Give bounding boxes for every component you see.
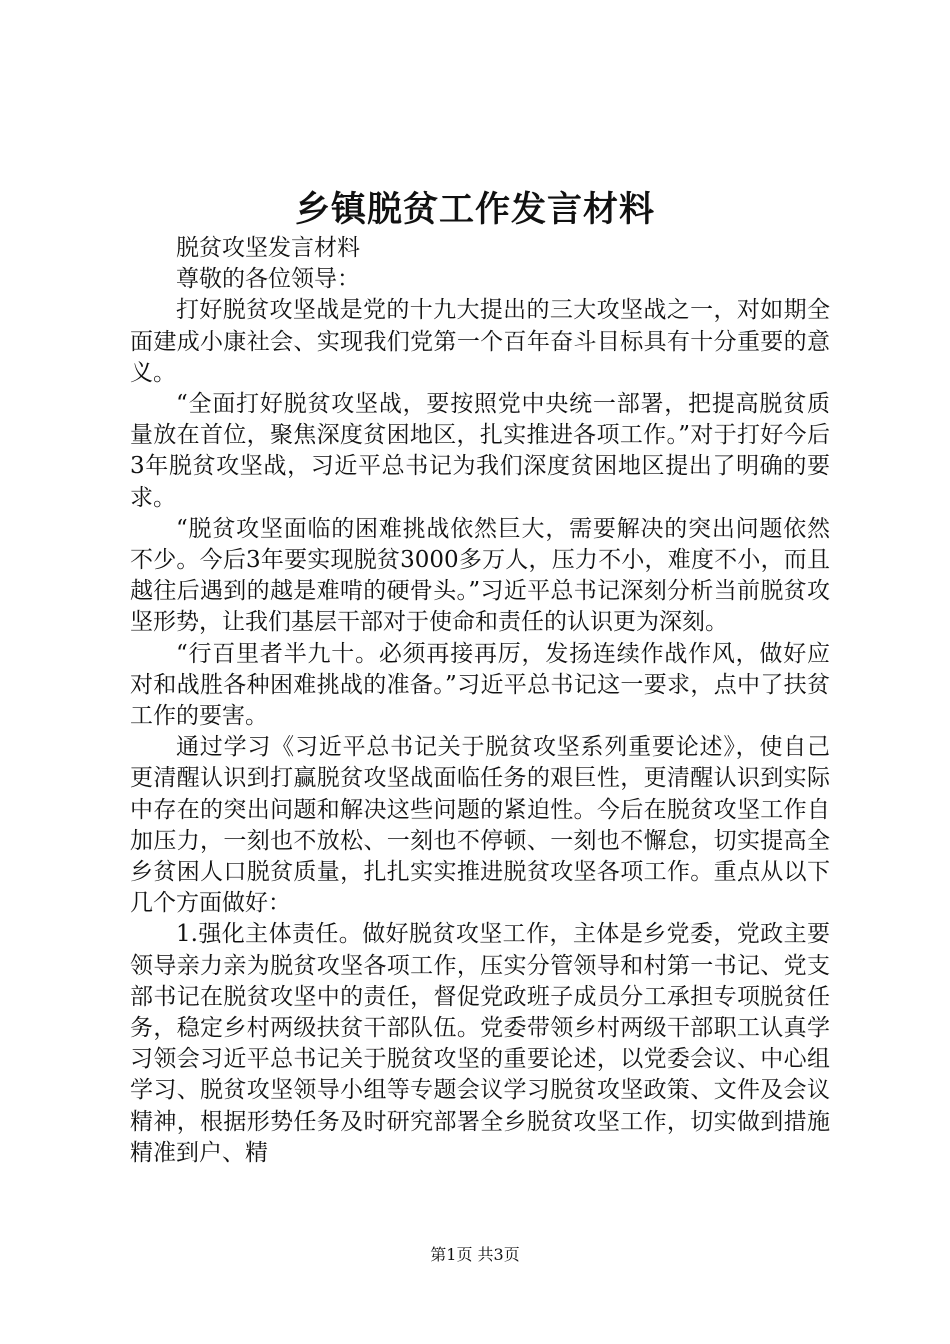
page-footer: 第1页 共3页: [430, 1245, 520, 1264]
document-body: [130, 233, 830, 1169]
paragraph: 通过学习《习近平总书记关于脱贫攻坚系列重要论述》，使自己更清醒认识到打赢脱贫攻坚战面临任务的艰巨性，更清醒认识到实际中存在的突出问题和解决这些问题的紧迫性。今后在脱贫攻坚工作自加压力，一刻也不放松、一刻也不停顿、一刻也不懈怠，切实提高全乡贫困人口脱贫质量，扎扎实实推进脱贫攻坚各项工作。重点从以下几个方面做好：: [130, 734, 830, 917]
paragraph: “全面打好脱贫攻坚战，要按照党中央统一部署，把提高脱贫质量放在首位，聚焦深度贫困地区，扎实推进各项工作。”对于打好今后3年脱贫攻坚战，习近平总书记为我们深度贫困地区提出了明确的要求。: [130, 391, 830, 511]
paragraph: “行百里者半九十。必须再接再厉，发扬连续作战作风，做好应对和战胜各种困难挑战的准备。”习近平总书记这一要求，点中了扶贫工作的要害。: [130, 640, 830, 730]
document-title: 乡镇脱贫工作发言材料: [294, 189, 655, 230]
paragraph: 打好脱贫攻坚战是党的十九大提出的三大攻坚战之一，对如期全面建成小康社会、实现我们党第一个百年奋斗目标具有十分重要的意义。: [130, 297, 830, 386]
paragraph: “脱贫攻坚面临的困难挑战依然巨大，需要解决的突出问题依然不少。今后3年要实现脱贫3000多万人，压力不小，难度不小，而且越往后遇到的越是难啃的硬骨头。”习近平总书记深刻分析当前脱贫攻坚形势，让我们基层干部对于使命和责任的认识更为深刻。: [130, 515, 830, 636]
paragraph: 尊敬的各位领导：: [176, 266, 360, 293]
paragraph: 脱贫攻坚发言材料: [176, 235, 360, 261]
paragraph: 1.强化主体责任。做好脱贫攻坚工作，主体是乡党委，党政主要领导亲力亲为脱贫攻坚各项工作，压实分管领导和村第一书记、党支部书记在脱贫攻坚中的责任，督促党政班子成员分工承担专项脱贫任务，稳定乡村两级扶贫干部队伍。党委带领乡村两级干部职工认真学习领会习近平总书记关于脱贫攻坚的重要论述，以党委会议、中心组学习、脱贫攻坚领导小组等专题会议学习脱贫攻坚政策、文件及会议精神，根据形势任务及时研究部署全乡脱贫攻坚工作，切实做到措施精准到户、精: [130, 921, 830, 1166]
